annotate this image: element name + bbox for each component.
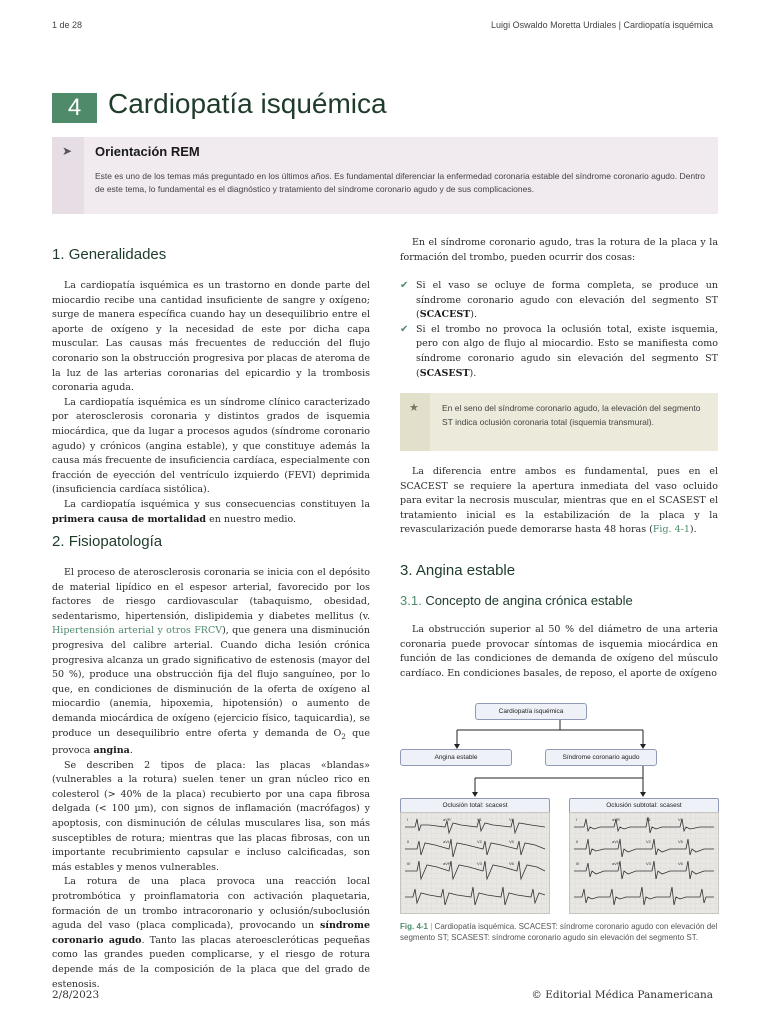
svg-text:V2: V2 — [477, 839, 482, 844]
chapter-title: Cardiopatía isquémica — [108, 88, 387, 119]
text-run: Si el vaso se ocluye de forma completa, se produce un síndrome coronario agudo con elevación del segmento ST ( — [416, 280, 718, 321]
paragraph: La cardiopatía isquémica es un síndrome clínico caracterizado por aterosclerosis coronaria y distintos grados de isquemia miocárdica, que da lugar a procesos agudos (síndrome coronario agudo) y crónicos (angina estable), y que constituye además la causa más frecuente de insuficiencia cardíaca, especialmente con fracción de eyección del ventrículo izquierdo (FEVI) deprimida (insuficiencia cardíaca sistólica). — [52, 396, 370, 496]
paragraph: La obstrucción superior al 50 % del diámetro de una arteria coronaria puede provocar síntomas de isquemia miocárdica en función de las condiciones de demanda de oxígeno del músculo cardíaco. En condiciones basales, de reposo, el aporte de oxígeno — [400, 624, 718, 679]
svg-text:aVF: aVF — [612, 861, 620, 866]
list-item — [400, 323, 718, 381]
svg-text:aVF: aVF — [443, 861, 451, 866]
section-3-body — [400, 623, 718, 681]
bold-text: síndrome coronario agudo — [52, 920, 370, 946]
check-icon: ✔ — [400, 280, 409, 291]
paragraph — [52, 566, 370, 759]
ecg-trace-nstemi — [569, 812, 719, 914]
svg-text:aVR: aVR — [443, 817, 451, 822]
paragraph: En el síndrome coronario agudo, tras la rotura de la placa y la formación del trombo, pueden ocurrir dos cosas: — [400, 237, 718, 263]
section-number: 1. — [52, 246, 65, 263]
paragraph — [52, 875, 370, 992]
note-text: En el seno del síndrome coronario agudo, la elevación del segmento ST indica oclusión coronaria total (isquemia transmural). — [442, 403, 701, 427]
footer-date: 2/8/2023 — [52, 989, 100, 1001]
bold-text: primera causa de mortalidad — [52, 513, 207, 525]
subsection-3-1-heading — [400, 593, 633, 608]
svg-text:V2: V2 — [646, 839, 651, 844]
svg-text:V1: V1 — [646, 817, 651, 822]
text-run: ). — [469, 367, 477, 379]
page-counter: 1 de 28 — [52, 20, 83, 30]
svg-text:II: II — [407, 839, 410, 844]
paragraph: Se describen 2 tipos de placa: las placas «blandas» (vulnerables a la rotura) suelen tener un gran núcleo rico en colesterol (> 40% de la placa) recubierto por una capa fibrosa delgada (< 100 µm), con signos de inflamación (macrófagos) y apoptosis, con disminución de células musculares lisa, son más susceptibles de rotura; mientras que las placas fibrosas, con un importante recubrimiento capsular e incluso calcificadas, son más estables y menos vulnerables. — [52, 759, 370, 873]
cross-reference-link[interactable]: Hipertensión arterial y otros FRCV — [52, 625, 223, 637]
paragraph — [52, 498, 370, 527]
text-run: El proceso de aterosclerosis coronaria se inicia con el depósito de material lipídico en el espesor arterial, favorecido por los factores de riesgo cardiovascular (tabaquismo, obesidad, sedentarismo, hipertensión, dislipidemia y diabetes mellitus (v. — [52, 567, 370, 622]
svg-text:aVL: aVL — [612, 839, 620, 844]
svg-text:V5: V5 — [678, 839, 683, 844]
ecg-trace-stemi — [400, 812, 550, 914]
right-column-intro — [400, 236, 718, 265]
text-run: que provoca — [52, 727, 370, 757]
bold-text: angina — [93, 745, 130, 757]
arrow-icon: ➤ — [62, 144, 73, 158]
svg-text:V5: V5 — [509, 839, 514, 844]
svg-text:V6: V6 — [509, 861, 514, 866]
ecg-title-nstemi: Oclusión subtotal: scasest — [569, 798, 719, 813]
footer-publisher: © Editorial Médica Panamericana — [531, 989, 713, 1001]
diagram-node-root: Cardiopatía isquémica — [475, 703, 587, 720]
text-run: ). — [689, 524, 697, 536]
rem-orientation-box — [52, 137, 718, 214]
svg-text:II: II — [576, 839, 579, 844]
paragraph — [400, 465, 718, 538]
running-header: Luigi Oswaldo Moretta Urdiales | Cardiopatía isquémica — [491, 20, 713, 30]
text-run: . Tanto las placas ateroescleróticas pequeñas como las grandes pueden complicarse, y el riesgo de rotura depende más de la composición de la placa que del grado de estenosis. — [52, 934, 370, 990]
svg-text:aVR: aVR — [612, 817, 620, 822]
section-1-body — [52, 279, 370, 527]
list-item — [400, 279, 718, 323]
text-run: . — [129, 745, 133, 757]
svg-text:V4: V4 — [678, 817, 683, 822]
caption-separator: | — [428, 922, 435, 931]
ecg-title-stemi: Oclusión total: scacest — [400, 798, 550, 813]
svg-text:I: I — [576, 817, 578, 822]
section-title: Angina estable — [415, 562, 516, 579]
text-run: ), que genera una disminución progresiva del calibre arterial. Cuando dicha lesión crónica progresiva alcanza un grado significativo de estenosis (mayor del 50 %), produce una obstrucción fija del flujo sanguíneo, por lo que, en condiciones de disminución de la oferta de oxígeno al miocardio (anemia, hipoxemia, hipotensión) o aumento de demanda miocárdica de oxígeno (ejercicio físico, taquicardia), se produce un desequilibrio entre oferta y demanda de O — [52, 625, 371, 739]
subscript: 2 — [341, 732, 346, 741]
text-run: La rotura de una placa provoca una reacción local protrombótica y proinflamatoria con activación plaquetaria, formación de un trombo intracoronario y oclusión/suboclusión aguda del vaso (placa complicada), provocando un — [52, 876, 370, 932]
paragraph: La cardiopatía isquémica es un trastorno en donde parte del miocardio recibe una cantidad insuficiente de sangre y oxígeno; surge de manera específica cuando hay un desequilibrio entre el aporte de oxígeno y la necesidad de este por dicha capa muscular. Las causas más frecuentes de reducción del flujo coronario son la obstrucción progresiva por placas de ateroma de la luz de las arterias coronarias del epicardio y la trombosis coronaria aguda. — [52, 280, 370, 394]
text-run: en nuestro medio. — [206, 513, 297, 525]
svg-text:V4: V4 — [509, 817, 514, 822]
svg-text:III: III — [407, 861, 411, 866]
section-number: 2. — [52, 533, 65, 550]
check-icon: ✔ — [400, 323, 409, 335]
svg-text:V6: V6 — [678, 861, 683, 866]
svg-text:V3: V3 — [477, 861, 482, 866]
section-3-heading — [400, 562, 515, 579]
text-run: ). — [470, 309, 477, 321]
subsection-number: 3.1. — [400, 593, 422, 608]
diagram-node-acs: Síndrome coronario agudo — [545, 749, 657, 766]
star-icon: ★ — [409, 401, 419, 414]
svg-text:V3: V3 — [646, 861, 651, 866]
acs-list — [400, 279, 718, 381]
svg-text:III: III — [576, 861, 580, 866]
rem-text: Este es uno de los temas más preguntado en los últimos años. Es fundamental diferenciar la enfermedad coronaria estable del síndrome coronario agudo. Dentro de este tema, lo fundamental es el diagnóstico y tratamiento del síndrome coronario agudo y de sus complicaciones. — [95, 171, 705, 194]
svg-text:I: I — [407, 817, 409, 822]
figure-link[interactable]: Fig. 4-1 — [652, 524, 690, 536]
bold-text: SCASEST — [419, 367, 470, 379]
figure-caption — [400, 922, 718, 943]
section-title: Fisiopatología — [68, 533, 163, 550]
diagram-node-stable-angina: Angina estable — [400, 749, 512, 766]
figure-label: Fig. 4-1 — [400, 922, 429, 931]
section-1-heading — [52, 246, 166, 263]
caption-text: Cardiopatía isquémica. SCACEST: síndrome coronario agudo con elevación del segmento ST; SCASEST: síndrome coronario agudo sin elevación del segmento ST. — [400, 922, 718, 942]
svg-text:V1: V1 — [477, 817, 482, 822]
bold-text: SCACEST — [419, 309, 471, 321]
section-2-heading — [52, 533, 162, 550]
chapter-number: 4 — [52, 93, 97, 123]
rem-title: Orientación REM — [95, 144, 200, 159]
subsection-title: Concepto de angina crónica estable — [425, 593, 633, 608]
svg-text:aVL: aVL — [443, 839, 451, 844]
text-run: La cardiopatía isquémica y sus consecuencias constituyen la — [64, 498, 370, 510]
text-run: La diferencia entre ambos es fundamental, pues en el SCACEST se requiere la apertura inmediata del vaso ocluido para evitar la necrosis muscular, mientras que en el SCASEST el tratamiento inicial es la estabilización de la placa y la revascularización puede demorarse hasta 48 horas ( — [400, 466, 718, 536]
section-title: Generalidades — [68, 246, 167, 263]
section-number: 3. — [400, 562, 413, 579]
note-box — [400, 393, 718, 451]
section-2-body — [52, 566, 370, 992]
text-run: Si el trombo no provoca la oclusión total, existe isquemia, pero con algo de flujo al miocardio. Esto se manifiesta como síndrome coronario agudo sin elevación del segmento ST ( — [416, 323, 718, 379]
difference-paragraph — [400, 465, 718, 538]
